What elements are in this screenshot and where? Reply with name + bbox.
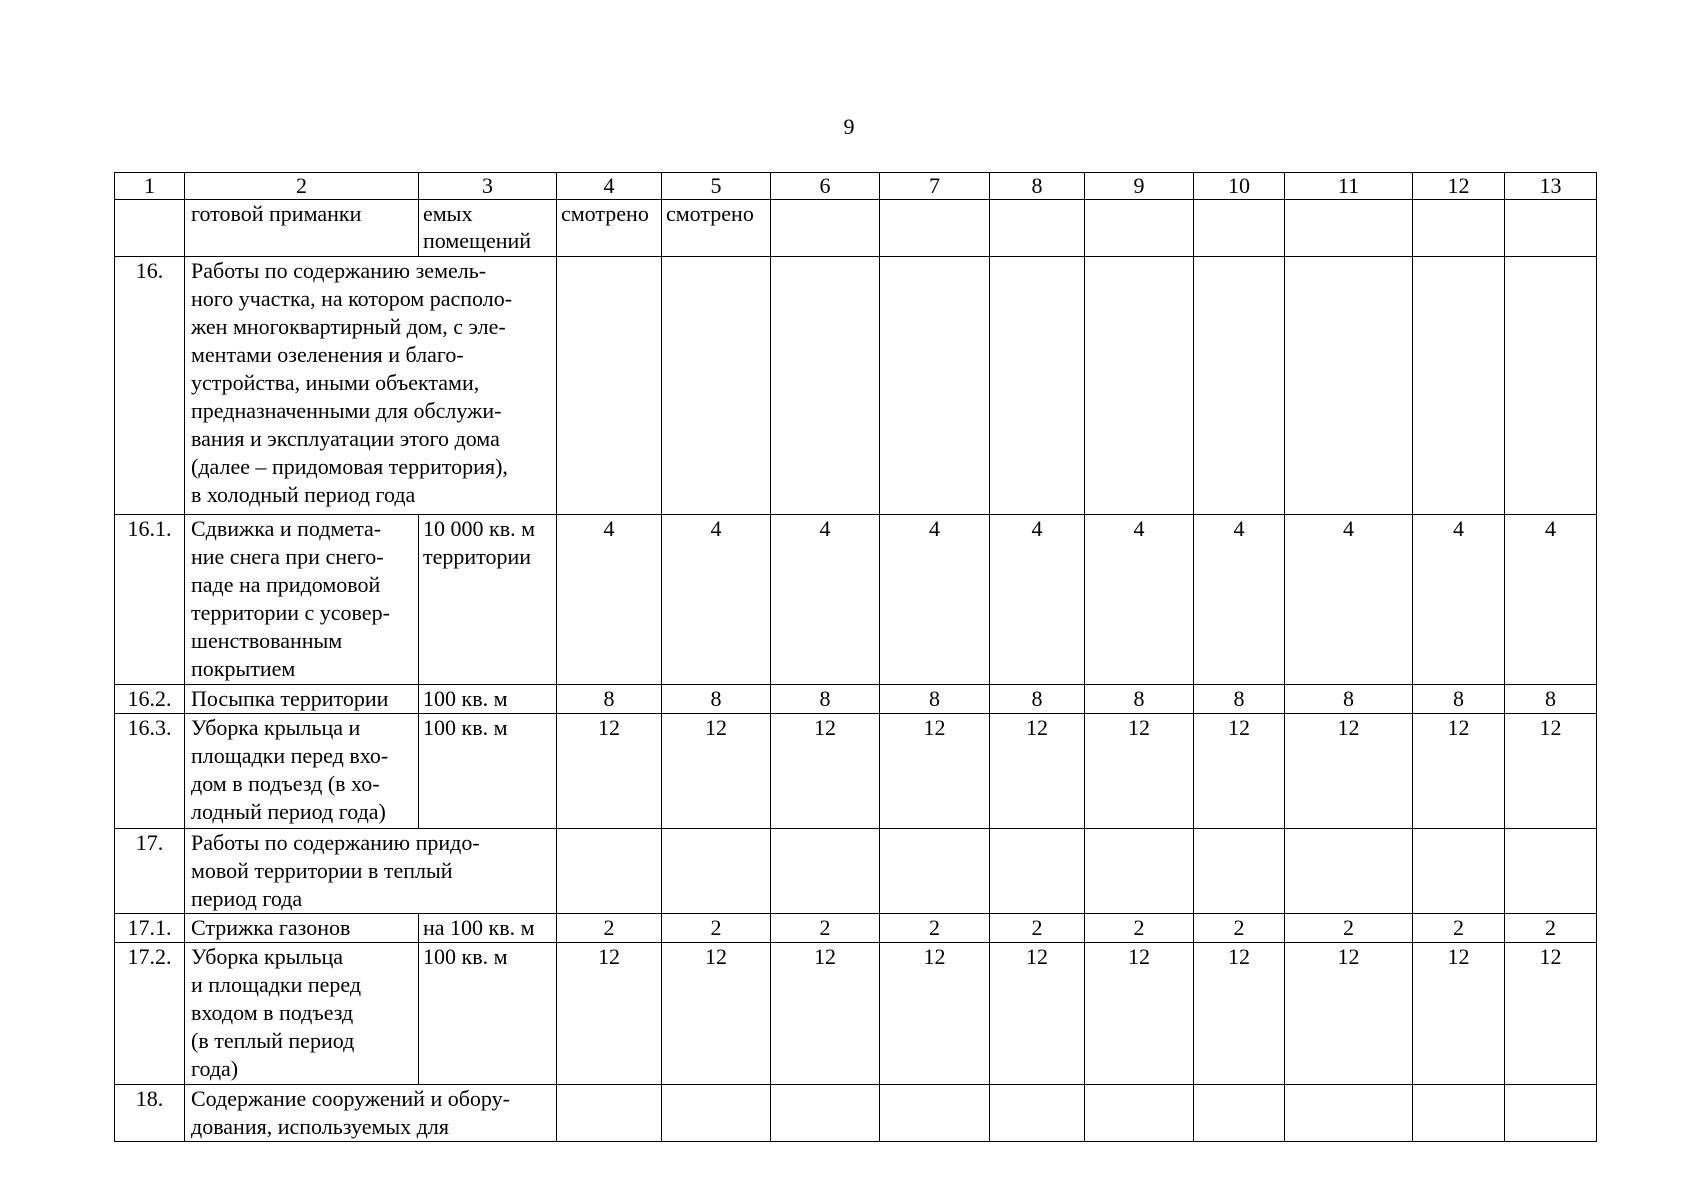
value-cell: 12 (1505, 943, 1597, 1085)
value-cell: 12 (557, 943, 662, 1085)
empty-cell (1194, 257, 1285, 515)
value-cell (771, 200, 880, 257)
value-cell: 2 (990, 914, 1085, 943)
value-cell: 12 (1285, 943, 1413, 1085)
row-number (115, 200, 185, 257)
value-cell (880, 200, 990, 257)
empty-cell (1505, 1085, 1597, 1142)
value-cell: 12 (1413, 714, 1505, 829)
column-number: 2 (185, 173, 419, 200)
value-cell (1194, 200, 1285, 257)
value-cell: 8 (1194, 685, 1285, 714)
section-row (115, 257, 1597, 515)
empty-cell (662, 257, 771, 515)
value-cell: 4 (771, 515, 880, 685)
work-description: Уборка крыльца и площадки перед вхо- дом в подъезд (в хо- лодный период года) (185, 714, 419, 829)
value-cell: 8 (557, 685, 662, 714)
maintenance-table (114, 172, 1597, 1142)
section-row (115, 829, 1597, 914)
empty-cell (1085, 1085, 1194, 1142)
work-description: Посыпка территории (185, 685, 419, 714)
item-row (115, 515, 1597, 685)
empty-cell (771, 1085, 880, 1142)
empty-cell (557, 257, 662, 515)
empty-cell (1413, 257, 1505, 515)
empty-cell (662, 829, 771, 914)
item-row (115, 714, 1597, 829)
page-number: 9 (843, 114, 855, 139)
unit-of-measure: 100 кв. м (419, 685, 557, 714)
value-cell: 8 (1413, 685, 1505, 714)
column-number: 9 (1085, 173, 1194, 200)
value-cell: 2 (1413, 914, 1505, 943)
value-cell: 12 (1085, 943, 1194, 1085)
column-number: 10 (1194, 173, 1285, 200)
column-number: 11 (1285, 173, 1413, 200)
empty-cell (1413, 829, 1505, 914)
value-cell (1413, 200, 1505, 257)
column-number: 13 (1505, 173, 1597, 200)
value-cell: 2 (771, 914, 880, 943)
unit-of-measure: 10 000 кв. м территории (419, 515, 557, 685)
value-cell: 12 (771, 714, 880, 829)
work-description: Сдвижка и подмета- ние снега при снего- паде на придомовой территории с усовер- шенствованным покрытием (185, 515, 419, 685)
value-cell: 12 (880, 943, 990, 1085)
value-cell: смотрено (557, 200, 662, 257)
value-cell: смотрено (662, 200, 771, 257)
value-cell: 2 (880, 914, 990, 943)
row-number: 17.1. (115, 914, 185, 943)
value-cell: 12 (880, 714, 990, 829)
empty-cell (880, 257, 990, 515)
section-title: Содержание сооружений и обору- дования, используемых для (185, 1085, 557, 1142)
empty-cell (990, 257, 1085, 515)
item-row (115, 685, 1597, 714)
row-number: 16.3. (115, 714, 185, 829)
column-number: 12 (1413, 173, 1505, 200)
value-cell: 4 (1194, 515, 1285, 685)
column-number: 7 (880, 173, 990, 200)
empty-cell (1505, 829, 1597, 914)
value-cell: 2 (1194, 914, 1285, 943)
value-cell: 12 (1285, 714, 1413, 829)
empty-cell (880, 829, 990, 914)
value-cell: 12 (771, 943, 880, 1085)
value-cell: 4 (1085, 515, 1194, 685)
empty-cell (1085, 257, 1194, 515)
table-body (115, 173, 1597, 1142)
empty-cell (1505, 257, 1597, 515)
column-number: 5 (662, 173, 771, 200)
value-cell: 8 (662, 685, 771, 714)
unit-of-measure: на 100 кв. м (419, 914, 557, 943)
value-cell (990, 200, 1085, 257)
empty-cell (1413, 1085, 1505, 1142)
row-number: 17.2. (115, 943, 185, 1085)
value-cell: 12 (1194, 943, 1285, 1085)
value-cell: 12 (1413, 943, 1505, 1085)
row-number: 18. (115, 1085, 185, 1142)
value-cell: 8 (990, 685, 1085, 714)
column-number: 6 (771, 173, 880, 200)
column-number: 1 (115, 173, 185, 200)
value-cell: 8 (880, 685, 990, 714)
value-cell: 4 (880, 515, 990, 685)
empty-cell (990, 829, 1085, 914)
section-row (115, 1085, 1597, 1142)
empty-cell (1285, 829, 1413, 914)
value-cell: 8 (771, 685, 880, 714)
item-row (115, 943, 1597, 1085)
value-cell (1505, 200, 1597, 257)
empty-cell (771, 829, 880, 914)
value-cell: 2 (1085, 914, 1194, 943)
value-cell: 12 (662, 714, 771, 829)
empty-cell (1194, 1085, 1285, 1142)
value-cell: 2 (1505, 914, 1597, 943)
column-number-row (115, 173, 1597, 200)
empty-cell (1085, 829, 1194, 914)
empty-cell (1194, 829, 1285, 914)
value-cell: 12 (1194, 714, 1285, 829)
value-cell: 4 (1505, 515, 1597, 685)
value-cell: 12 (557, 714, 662, 829)
section-title: Работы по содержанию придо- мовой территории в теплый период года (185, 829, 557, 914)
value-cell: 2 (557, 914, 662, 943)
value-cell: 12 (1505, 714, 1597, 829)
empty-cell (990, 1085, 1085, 1142)
unit-of-measure: 100 кв. м (419, 943, 557, 1085)
empty-cell (557, 1085, 662, 1142)
row-number: 16. (115, 257, 185, 515)
empty-cell (1285, 257, 1413, 515)
value-cell: 4 (990, 515, 1085, 685)
value-cell: 12 (990, 714, 1085, 829)
column-number: 3 (419, 173, 557, 200)
item-row (115, 914, 1597, 943)
value-cell: 4 (1285, 515, 1413, 685)
row-number: 16.2. (115, 685, 185, 714)
column-number: 8 (990, 173, 1085, 200)
work-description: Стрижка газонов (185, 914, 419, 943)
empty-cell (880, 1085, 990, 1142)
empty-cell (662, 1085, 771, 1142)
unit-of-measure: 100 кв. м (419, 714, 557, 829)
value-cell: 8 (1505, 685, 1597, 714)
column-number: 4 (557, 173, 662, 200)
row-number: 16.1. (115, 515, 185, 685)
value-cell (1285, 200, 1413, 257)
work-description: Уборка крыльца и площадки перед входом в подъезд (в теплый период года) (185, 943, 419, 1085)
empty-cell (771, 257, 880, 515)
value-cell (1085, 200, 1194, 257)
row-number: 17. (115, 829, 185, 914)
empty-cell (1285, 1085, 1413, 1142)
section-title: Работы по содержанию земель- ного участка, на котором располо- жен многоквартирный дом, с эле- ментами озеленения и благо- устройства, иными объектами, предназначенными для обслужи- вания и эксплуатации этого дома (далее – придомовая территория), в холодный период года (185, 257, 557, 515)
value-cell: 12 (662, 943, 771, 1085)
value-cell: 4 (557, 515, 662, 685)
work-description: готовой приманки (185, 200, 419, 257)
value-cell: 2 (1285, 914, 1413, 943)
value-cell: 8 (1085, 685, 1194, 714)
value-cell: 12 (990, 943, 1085, 1085)
continuation-row (115, 200, 1597, 257)
value-cell: 12 (1085, 714, 1194, 829)
unit-of-measure: емых помещений (419, 200, 557, 257)
value-cell: 4 (662, 515, 771, 685)
empty-cell (557, 829, 662, 914)
value-cell: 8 (1285, 685, 1413, 714)
value-cell: 2 (662, 914, 771, 943)
value-cell: 4 (1413, 515, 1505, 685)
